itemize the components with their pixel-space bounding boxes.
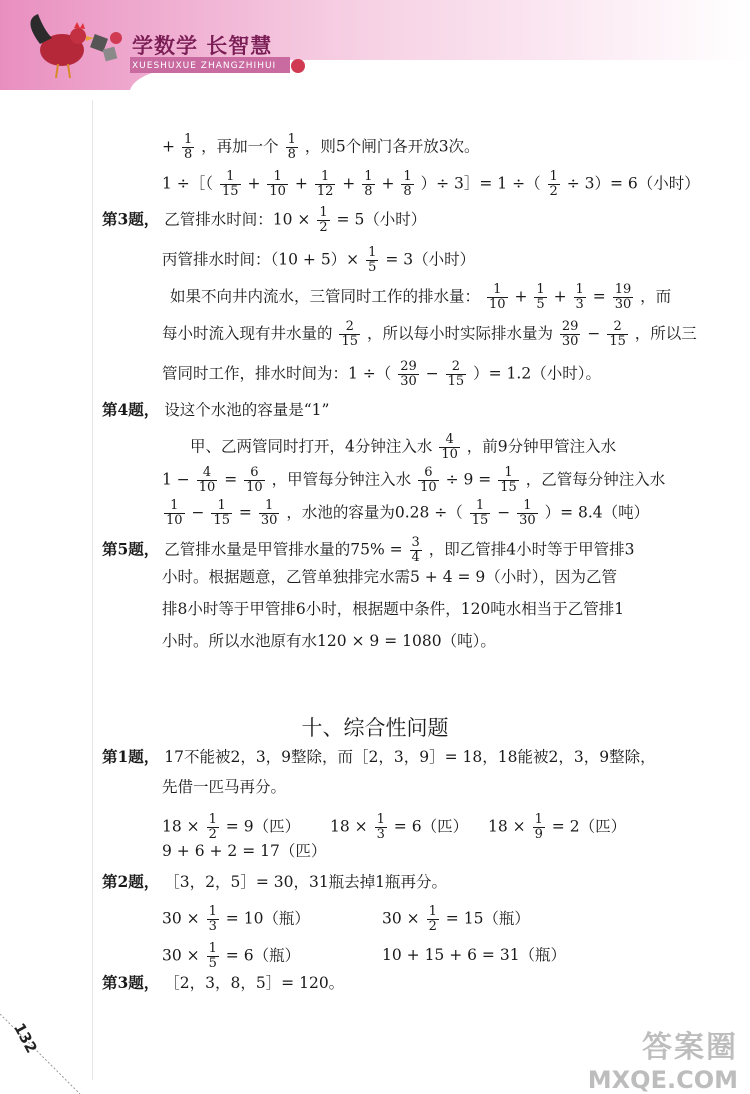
text: ，乙管每分钟注入水 — [525, 470, 666, 489]
text: ，所以每小时实际排水量为 — [366, 324, 553, 343]
text-line: 小时。根据题意，乙管单独排完水需5 + 4 = 9（小时），因为乙管 — [162, 568, 618, 586]
text: 18 × — [162, 817, 200, 836]
text: 1 ÷［（ — [162, 174, 214, 193]
margin-rule — [92, 100, 93, 1080]
text-line — [162, 813, 300, 842]
text: ，即乙管排4小时等于甲管排3 — [428, 540, 635, 559]
text: = 9（匹） — [225, 817, 301, 836]
text: ，前9分钟甲管注入水 — [466, 437, 617, 456]
text: 丙管排水时间：（10 + 5）× — [162, 250, 360, 269]
fraction: $\frac{6}{10}$ — [420, 465, 437, 495]
text: 18 × — [488, 817, 526, 836]
text-line — [382, 905, 530, 934]
text-line — [162, 133, 480, 162]
problem-label: 第3题， — [102, 209, 160, 229]
problem-label: 第3题， — [102, 973, 160, 992]
fraction: $\frac{1}{15}$ — [500, 465, 517, 495]
text-line: 小时。所以水池原有水120 × 9 = 1080（吨）。 — [162, 632, 496, 650]
text-line: 9 + 6 + 2 = 17（匹） — [162, 842, 327, 860]
fraction: $\frac{29}{30}$ — [400, 359, 417, 389]
text-line — [162, 942, 300, 971]
text: = 5（小时） — [336, 210, 427, 229]
fraction: $\frac{1}{15}$ — [471, 498, 489, 528]
problem-label: 第1题， — [102, 747, 160, 766]
text: 如果不向井内流水，三管同时工作的排水量： — [170, 287, 481, 306]
brand-title: 学数学 长智慧 — [132, 34, 273, 58]
text: + — [342, 174, 356, 193]
fraction: $\frac{1}{10}$ — [269, 169, 286, 199]
fraction: $\frac{29}{30}$ — [561, 319, 579, 349]
fraction: $\frac{1}{15}$ — [213, 498, 230, 528]
text: 乙管排水量是甲管排水量的75% = — [164, 540, 403, 559]
watermark — [588, 1022, 738, 1094]
text-line — [102, 399, 329, 421]
text-line — [162, 170, 700, 199]
text: = 6（瓶） — [225, 946, 301, 965]
text-line — [162, 246, 475, 275]
text: ，而 — [640, 287, 672, 306]
fraction: $\frac{3}{4}$ — [411, 535, 420, 565]
problem-label: 第4题， — [102, 400, 160, 419]
fraction: $\frac{1}{5}$ — [536, 282, 545, 312]
text: ［2，3，8，5］= 120。 — [164, 974, 345, 992]
text-line — [330, 813, 468, 842]
watermark-url: MXQE.COM — [587, 1066, 738, 1094]
fraction: $\frac{1}{9}$ — [534, 812, 543, 842]
text: = — [224, 470, 238, 489]
text-line — [162, 905, 310, 934]
brand-subtitle: XUESHUXUE ZHANGZHIHUI — [132, 61, 277, 71]
text-line — [102, 972, 344, 994]
text: 18 × — [330, 817, 368, 836]
fraction: $\frac{4}{10}$ — [441, 432, 458, 462]
fraction: $\frac{2}{15}$ — [341, 319, 358, 349]
text: = 3（小时） — [385, 250, 476, 269]
fraction: $\frac{1}{2}$ — [428, 904, 437, 934]
problem-label: 第5题， — [102, 539, 160, 559]
fraction: $\frac{1}{30}$ — [519, 498, 536, 528]
text: 30 × — [382, 909, 420, 928]
fraction: $\frac{1}{8}$ — [287, 132, 296, 162]
text-line: 10 + 15 + 6 = 31（瓶） — [382, 946, 567, 964]
text: ［3，2，5］= 30，31瓶去掉1瓶再分。 — [164, 873, 448, 891]
text: ）= 8.4（吨） — [544, 503, 650, 522]
text: − — [425, 364, 439, 383]
section-title: 十、综合性问题 — [301, 716, 449, 740]
text: − — [497, 503, 511, 522]
text: + — [247, 174, 261, 193]
fraction: $\frac{1}{10}$ — [166, 498, 183, 528]
fraction: $\frac{1}{3}$ — [208, 904, 217, 934]
page-header — [0, 0, 750, 90]
text: ，甲管每分钟注入水 — [271, 470, 412, 489]
text-line — [162, 499, 649, 528]
text: = — [592, 287, 606, 306]
fraction: $\frac{1}{3}$ — [575, 282, 584, 312]
text: ）÷ 3］= 1 ÷（ — [420, 174, 541, 193]
fraction: $\frac{1}{8}$ — [403, 169, 412, 199]
text-line: 排8小时等于甲管排6小时，根据题中条件，120吨水相当于乙管排1 — [162, 600, 625, 618]
text-line — [488, 813, 626, 842]
text: = 2（匹） — [551, 817, 627, 836]
page-number: 132 — [10, 1020, 41, 1057]
text: + — [294, 174, 308, 193]
text-line — [190, 433, 616, 462]
text: 甲、乙两管同时打开，4分钟注入水 — [190, 437, 433, 456]
fraction: $\frac{19}{30}$ — [614, 282, 632, 312]
text-line — [102, 746, 656, 768]
text: + — [514, 287, 528, 306]
text: 17不能被2，3，9整除，而［2，3，9］= 18，18能被2，3，9整除， — [164, 748, 656, 766]
text: 每小时流入现有井水量的 — [162, 324, 333, 343]
text: 1 − — [162, 470, 190, 489]
fraction: $\frac{2}{15}$ — [447, 359, 465, 389]
text: − — [191, 503, 205, 522]
header-banner — [0, 0, 750, 90]
fraction: $\frac{2}{15}$ — [609, 319, 626, 349]
text-line — [102, 536, 635, 565]
text-line — [162, 320, 697, 349]
text: − — [587, 324, 601, 343]
text: ÷ 3）= 6（小时） — [566, 174, 700, 193]
fraction: $\frac{1}{15}$ — [221, 169, 239, 199]
text: ）= 1.2（小时）。 — [473, 364, 601, 383]
text-line — [162, 360, 601, 389]
fraction: $\frac{1}{8}$ — [364, 169, 373, 199]
fraction: $\frac{1}{2}$ — [319, 205, 328, 235]
text: + — [381, 174, 395, 193]
text: = — [238, 503, 252, 522]
text: = 10（瓶） — [225, 909, 310, 928]
text: 设这个水池的容量是“1” — [164, 401, 330, 419]
text: ，再加一个 — [201, 137, 279, 156]
fraction: $\frac{4}{10}$ — [198, 465, 216, 495]
text-line: 先借一匹马再分。 — [162, 778, 287, 796]
text-line — [170, 283, 671, 312]
text: = 15（瓶） — [445, 909, 530, 928]
text: 乙管排水时间：10 × — [164, 210, 311, 229]
fraction: $\frac{1}{5}$ — [208, 941, 217, 971]
fraction: $\frac{1}{12}$ — [316, 169, 334, 199]
text: ÷ 9 = — [445, 470, 492, 489]
watermark-text: 答案圈 — [642, 1030, 738, 1065]
text: ，水池的容量为0.28 ÷（ — [286, 503, 463, 522]
text-line — [162, 466, 665, 495]
fraction: $\frac{1}{30}$ — [260, 498, 278, 528]
text: 30 × — [162, 946, 200, 965]
text-line — [102, 871, 447, 893]
text: ，所以三 — [634, 324, 697, 343]
problem-label: 第2题， — [102, 872, 160, 891]
fraction: $\frac{1}{2}$ — [208, 812, 217, 842]
fraction: $\frac{1}{3}$ — [376, 812, 385, 842]
fraction: $\frac{6}{10}$ — [246, 465, 263, 495]
text: ，则5个闸门各开放3次。 — [304, 137, 480, 156]
fraction: $\frac{1}{2}$ — [549, 169, 558, 199]
fraction: $\frac{1}{8}$ — [183, 132, 193, 162]
text: + — [553, 287, 567, 306]
text: 30 × — [162, 909, 200, 928]
text: = 6（匹） — [393, 817, 469, 836]
fraction: $\frac{1}{5}$ — [368, 245, 377, 275]
text-line — [102, 206, 426, 235]
text: 管同时工作，排水时间为：1 ÷（ — [162, 364, 392, 383]
fraction: $\frac{1}{10}$ — [488, 282, 506, 312]
text: + — [162, 137, 175, 156]
